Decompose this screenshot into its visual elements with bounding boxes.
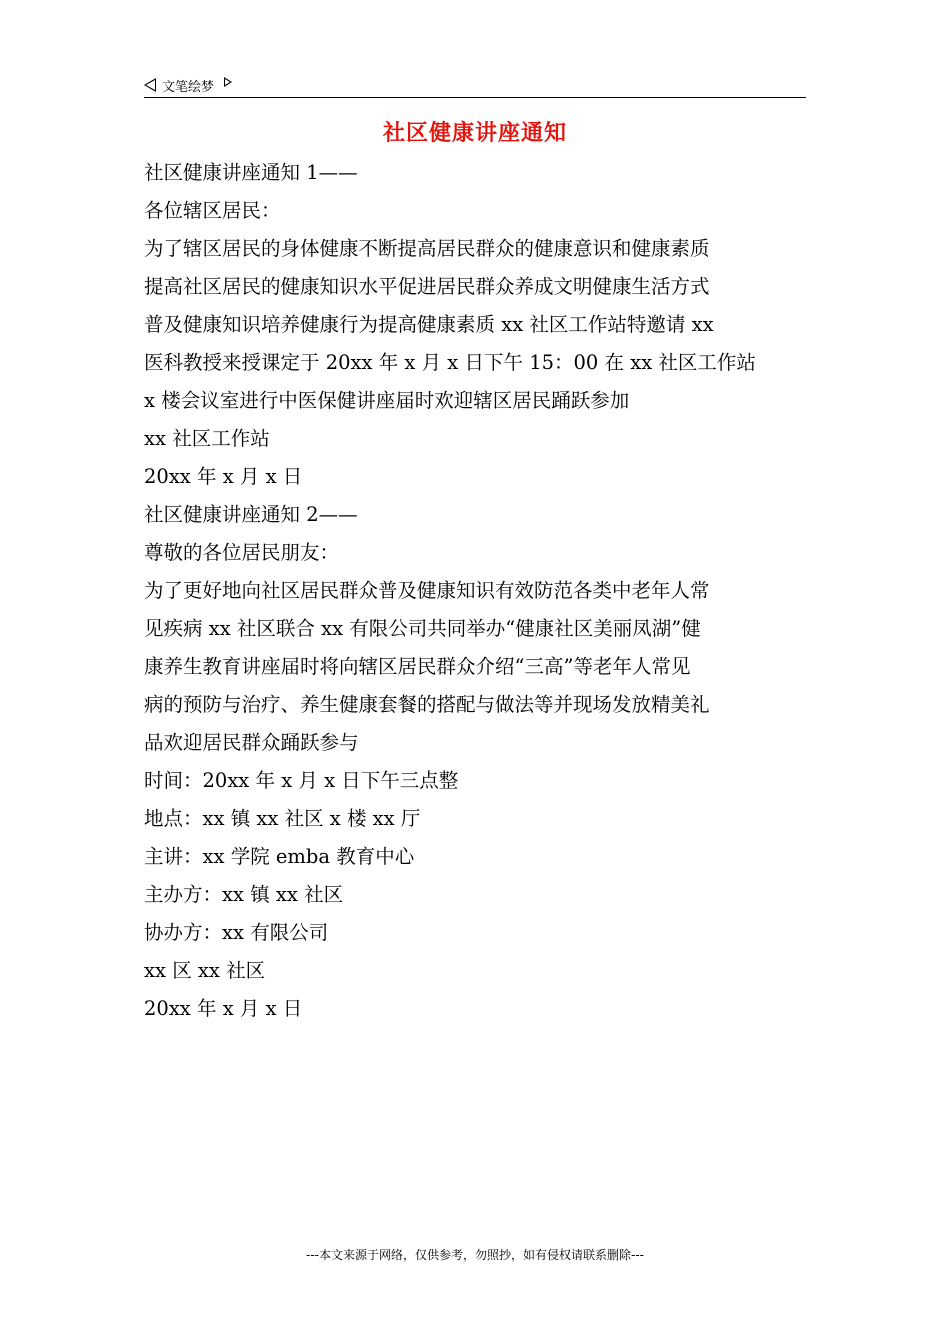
body-line: 康养生教育讲座届时将向辖区居民群众介绍“三高”等老年人常见 <box>144 655 691 678</box>
header-brand: 文笔绘梦 <box>162 79 215 95</box>
body-line: 医科教授来授课定于 20xx 年 x 月 x 日下午 15：00 在 xx 社区工作站 <box>144 351 756 374</box>
body-line: xx 区 xx 社区 <box>144 959 266 982</box>
body-line: xx 社区工作站 <box>144 427 270 450</box>
body-line: 社区健康讲座通知 1—— <box>144 161 358 184</box>
body-line: 品欢迎居民群众踊跃参与 <box>144 731 359 754</box>
body-line: 社区健康讲座通知 2—— <box>144 503 358 526</box>
body-line: 尊敬的各位居民朋友： <box>144 541 340 564</box>
body-line: 各位辖区居民： <box>144 199 281 222</box>
footer-disclaimer: ---本文来源于网络，仅供参考，勿照抄，如有侵权请联系删除--- <box>306 1248 644 1262</box>
body-line: 普及健康知识培养健康行为提高健康素质 xx 社区工作站特邀请 xx <box>144 313 714 336</box>
header-divider <box>144 97 806 98</box>
body-line: 时间：20xx 年 x 月 x 日下午三点整 <box>144 769 459 792</box>
body-line: 地点：xx 镇 xx 社区 x 楼 xx 厅 <box>144 807 421 830</box>
body-line: 为了辖区居民的身体健康不断提高居民群众的健康意识和健康素质 <box>144 237 710 260</box>
document-title: 社区健康讲座通知 <box>382 120 567 146</box>
body-line: 病的预防与治疗、养生健康套餐的搭配与做法等并现场发放精美礼 <box>144 693 710 716</box>
body-line: 20xx 年 x 月 x 日 <box>144 465 303 488</box>
triangle-left-icon <box>144 78 156 92</box>
body-line: 见疾病 xx 社区联合 xx 有限公司共同举办“健康社区美丽凤湖”健 <box>144 617 701 640</box>
body-line: 主办方：xx 镇 xx 社区 <box>144 883 344 906</box>
page-header <box>144 74 232 96</box>
body-line: 主讲：xx 学院 emba 教育中心 <box>144 845 415 868</box>
triangle-right-icon <box>224 77 232 87</box>
document-body <box>144 154 806 1028</box>
body-line: 为了更好地向社区居民群众普及健康知识有效防范各类中老年人常 <box>144 579 710 602</box>
body-line: x 楼会议室进行中医保健讲座届时欢迎辖区居民踊跃参加 <box>144 389 630 412</box>
body-line: 协办方：xx 有限公司 <box>144 921 329 944</box>
body-line: 提高社区居民的健康知识水平促进居民群众养成文明健康生活方式 <box>144 275 710 298</box>
body-line: 20xx 年 x 月 x 日 <box>144 997 303 1020</box>
